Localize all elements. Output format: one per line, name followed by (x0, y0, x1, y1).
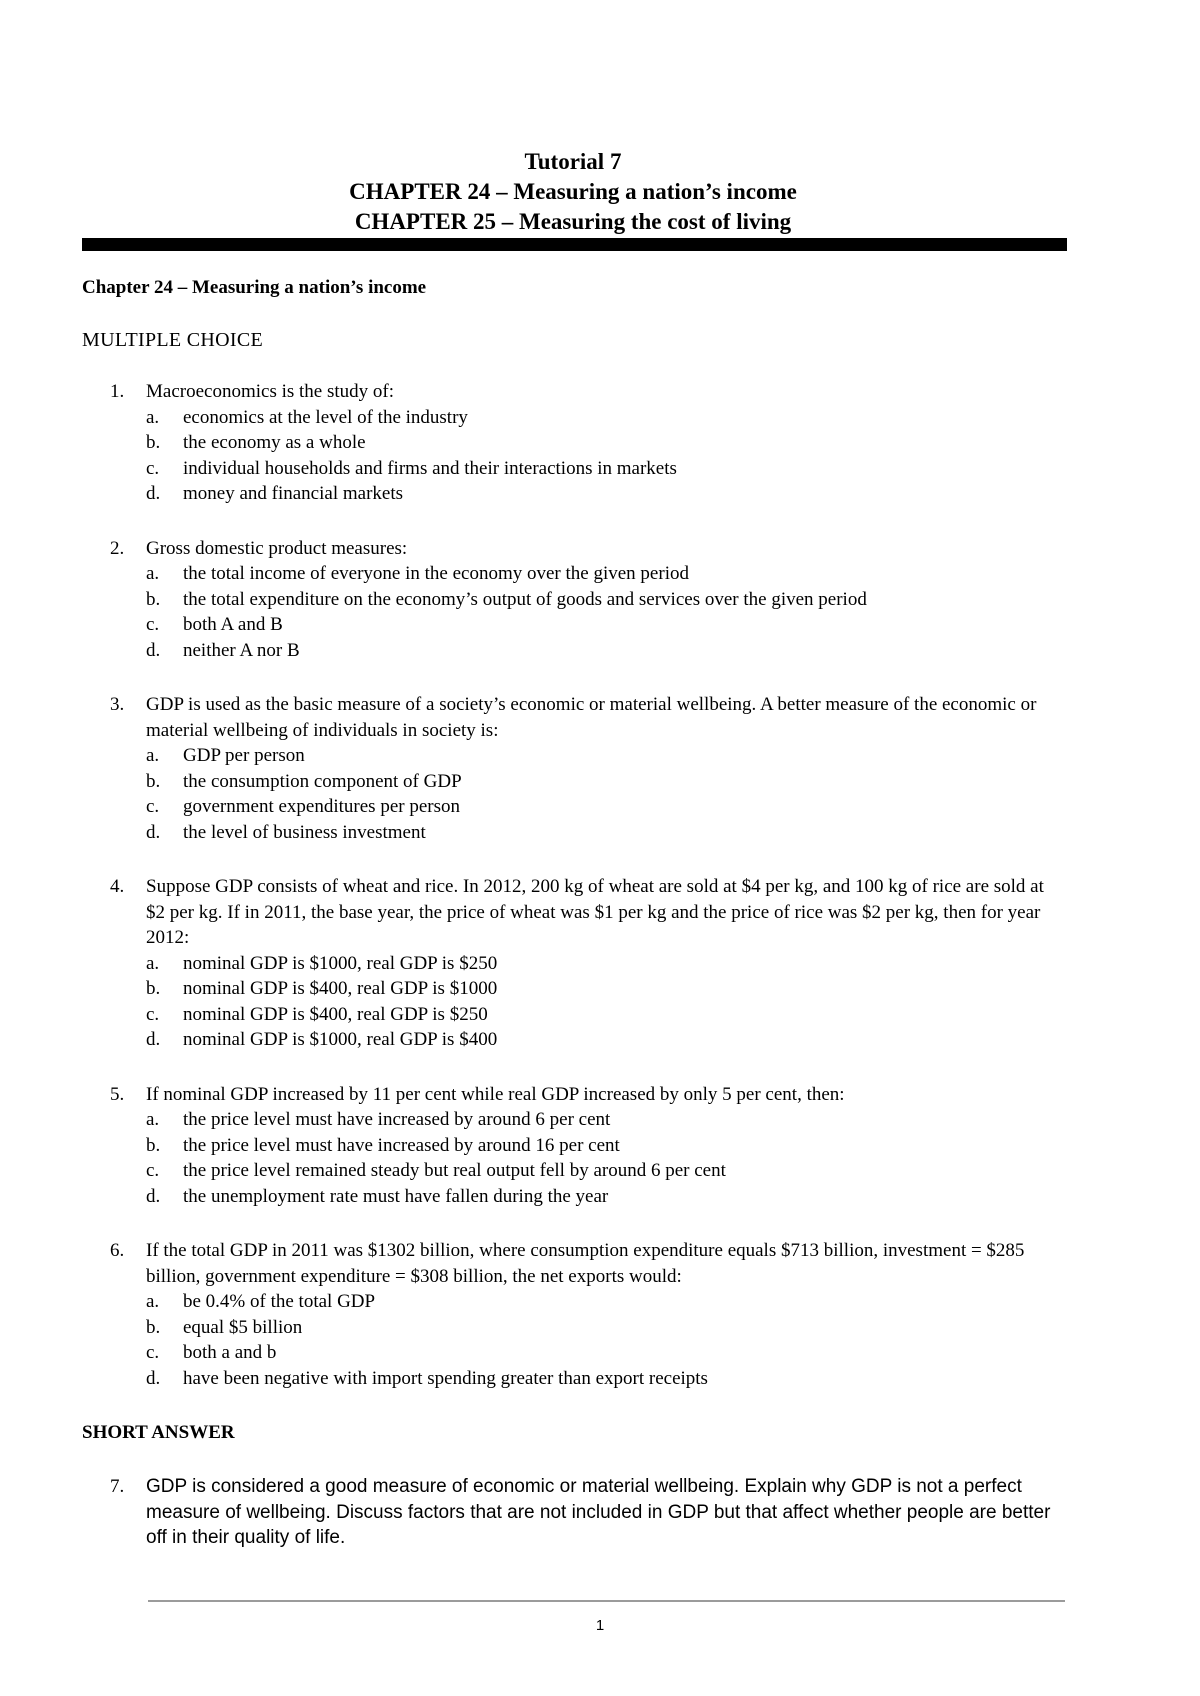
option-letter: d. (146, 639, 161, 661)
question-number: 4. (110, 876, 125, 897)
question-text: Gross domestic product measures: (146, 537, 408, 559)
option-text: the price level remained steady but real output fell by around 6 per cent (183, 1160, 726, 1181)
title-block (0, 147, 1146, 237)
question-number: 3. (110, 694, 125, 715)
option-letter: d. (146, 483, 161, 504)
question-number: 6. (110, 1240, 125, 1261)
short-answer-heading: SHORT ANSWER (82, 1422, 235, 1443)
option-letter: d. (146, 1029, 161, 1050)
option-letter: d. (146, 821, 161, 843)
chapter-24-title: CHAPTER 24 – Measuring a nation’s income (349, 179, 797, 204)
option-text: nominal GDP is $400, real GDP is $250 (183, 1003, 488, 1025)
answer-option (0, 1158, 1200, 1184)
answer-option (0, 1002, 1200, 1028)
option-text: economics at the level of the industry (183, 406, 468, 428)
option-letter: c. (146, 796, 160, 817)
option-letter: a. (146, 1291, 160, 1312)
answer-option (0, 794, 1200, 820)
option-letter: c. (146, 457, 160, 479)
option-text: the total income of everyone in the economy over the given period (183, 563, 689, 584)
answer-option (0, 1315, 1200, 1341)
answer-option (0, 1027, 1200, 1053)
question-text: Suppose GDP consists of wheat and rice. In 2012, 200 kg of wheat are sold at $4 per kg, and 100 kg of rice are sold at $2 per kg. If in 2011, the base year, the price of wheat was $1 per kg and the price of rice was $2 per kg, then for year 2012: (146, 876, 1044, 948)
multiple-choice-heading: MULTIPLE CHOICE (82, 329, 263, 351)
answer-option (0, 456, 1200, 482)
option-text: be 0.4% of the total GDP (183, 1291, 376, 1312)
option-text: the price level must have increased by around 16 per cent (183, 1134, 620, 1156)
question-item (0, 692, 1200, 845)
answer-option (0, 481, 1200, 507)
question-number: 2. (110, 537, 125, 559)
answer-option (0, 1340, 1200, 1366)
question-number: 1. (110, 381, 125, 402)
option-text: GDP per person (183, 745, 305, 766)
option-text: nominal GDP is $400, real GDP is $1000 (183, 978, 498, 999)
question-text: Macroeconomics is the study of: (146, 381, 395, 402)
answer-option (0, 951, 1200, 977)
question-text: GDP is considered a good measure of economic or material wellbeing. Explain why GDP is not a perfect measure of wellbeing. Discuss factors that are not included in GDP but that affect whether people are better off in their quality of life. (146, 1476, 1051, 1548)
title-divider (82, 238, 1067, 251)
question-text: If the total GDP in 2011 was $1302 billion, where consumption expenditure equals $713 billion, investment = $285 billion, government expenditure = $308 billion, the net exports would: (146, 1240, 1025, 1287)
multiple-choice-questions (0, 379, 1200, 1420)
option-text: government expenditures per person (183, 796, 460, 817)
option-letter: c. (146, 1160, 160, 1181)
option-text: money and financial markets (183, 483, 404, 504)
short-answer-questions (0, 1474, 1200, 1580)
option-letter: d. (146, 1367, 161, 1389)
answer-option (0, 820, 1200, 846)
option-letter: c. (146, 1342, 160, 1363)
option-text: both a and b (183, 1342, 277, 1363)
short-answer-item (0, 1474, 1200, 1551)
option-letter: c. (146, 1003, 160, 1025)
option-letter: b. (146, 770, 161, 792)
option-letter: b. (146, 978, 161, 999)
option-text: neither A nor B (183, 639, 300, 661)
option-text: the unemployment rate must have fallen during the year (183, 1185, 609, 1207)
option-letter: b. (146, 588, 161, 610)
answer-option (0, 1184, 1200, 1210)
question-item (0, 536, 1200, 664)
option-letter: c. (146, 614, 160, 635)
option-text: the economy as a whole (183, 432, 366, 453)
question-text: GDP is used as the basic measure of a society’s economic or material wellbeing. A better measure of the economic or material wellbeing of individuals in society is: (146, 694, 1037, 741)
answer-option (0, 976, 1200, 1002)
answer-option (0, 1107, 1200, 1133)
question-item (0, 379, 1200, 507)
option-text: equal $5 billion (183, 1316, 303, 1338)
question-item (0, 1238, 1200, 1391)
question-text: If nominal GDP increased by 11 per cent while real GDP increased by only 5 per cent, then: (146, 1083, 845, 1105)
option-letter: d. (146, 1185, 161, 1207)
option-text: nominal GDP is $1000, real GDP is $400 (183, 1029, 498, 1050)
chapter-heading: Chapter 24 – Measuring a nation’s income (82, 277, 427, 298)
answer-option (0, 1289, 1200, 1315)
option-text: both A and B (183, 614, 283, 635)
option-text: the price level must have increased by around 6 per cent (183, 1109, 611, 1130)
answer-options (0, 1289, 1200, 1391)
answer-option (0, 769, 1200, 795)
option-letter: a. (146, 1109, 160, 1130)
option-text: the level of business investment (183, 821, 426, 843)
option-letter: a. (146, 563, 160, 584)
answer-option (0, 612, 1200, 638)
question-number: 5. (110, 1083, 125, 1105)
answer-option (0, 405, 1200, 431)
answer-options (0, 743, 1200, 845)
answer-options (0, 405, 1200, 507)
tutorial-title: Tutorial 7 (524, 149, 622, 174)
answer-option (0, 561, 1200, 587)
option-letter: b. (146, 1134, 161, 1156)
question-item (0, 874, 1200, 1053)
option-letter: a. (146, 952, 160, 974)
answer-options (0, 951, 1200, 1053)
option-letter: b. (146, 432, 161, 453)
option-letter: a. (146, 406, 160, 428)
answer-options (0, 1107, 1200, 1209)
option-text: nominal GDP is $1000, real GDP is $250 (183, 952, 498, 974)
question-number: 7. (110, 1476, 125, 1497)
option-letter: a. (146, 745, 160, 766)
answer-options (0, 561, 1200, 663)
answer-option (0, 430, 1200, 456)
footer-divider (148, 1600, 1065, 1602)
option-text: have been negative with import spending greater than export receipts (183, 1367, 708, 1389)
answer-option (0, 638, 1200, 664)
answer-option (0, 743, 1200, 769)
option-letter: b. (146, 1316, 161, 1338)
chapter-25-title: CHAPTER 25 – Measuring the cost of living (354, 209, 792, 234)
option-text: the total expenditure on the economy’s output of goods and services over the given period (183, 588, 867, 610)
answer-option (0, 587, 1200, 613)
option-text: the consumption component of GDP (183, 770, 462, 792)
question-item (0, 1082, 1200, 1210)
answer-option (0, 1366, 1200, 1392)
page-number: 1 (595, 1617, 605, 1634)
answer-option (0, 1133, 1200, 1159)
option-text: individual households and firms and their interactions in markets (183, 457, 677, 479)
